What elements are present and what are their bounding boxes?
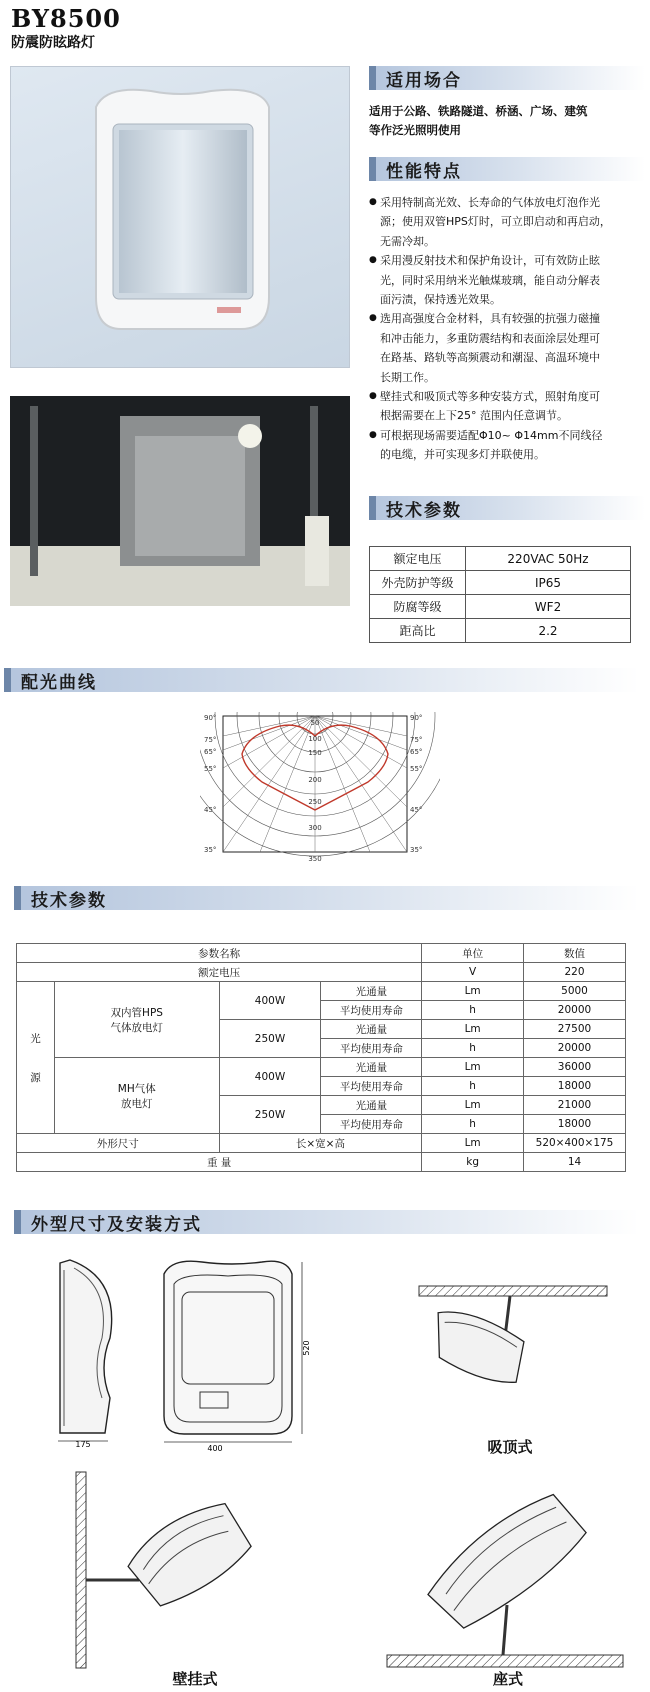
dimension-label: 外形尺寸 bbox=[17, 1134, 220, 1153]
angle-label: 55° bbox=[204, 765, 217, 773]
angle-label: 35° bbox=[204, 846, 217, 854]
radial-label: 250 bbox=[308, 798, 322, 806]
spec-value: IP65 bbox=[466, 571, 631, 595]
header-accent-bar bbox=[4, 668, 11, 692]
product-photo bbox=[10, 66, 350, 368]
light-source-label bbox=[17, 982, 55, 1134]
section-header-photometric bbox=[4, 668, 639, 692]
spec-value: 2.2 bbox=[466, 619, 631, 643]
spec-label: 防腐等级 bbox=[370, 595, 466, 619]
cell-value: 18000 bbox=[524, 1077, 626, 1096]
dimension-front-width: 400 bbox=[207, 1444, 223, 1452]
feature-line: ● 采用特制高光效、长寿命的气体放电灯泡作光 bbox=[380, 196, 600, 209]
angle-label: 90° bbox=[204, 714, 217, 722]
col-header-name: 参数名称 bbox=[17, 944, 422, 963]
model-title: BY8500 bbox=[11, 4, 121, 33]
cell-unit: Lm bbox=[422, 982, 524, 1001]
photometric-diagram bbox=[200, 712, 440, 862]
cell-value: 18000 bbox=[524, 1115, 626, 1134]
feature-line: 长期工作。 bbox=[380, 370, 435, 384]
lamp-name bbox=[54, 1058, 219, 1134]
substation-image bbox=[10, 396, 350, 606]
cell-param: 平均使用寿命 bbox=[321, 1077, 422, 1096]
dimension-front-height: 520 bbox=[302, 1340, 311, 1356]
cell-param: 光通量 bbox=[321, 1096, 422, 1115]
table-row bbox=[370, 619, 631, 643]
light-source-char: 源 bbox=[30, 1071, 41, 1084]
table-row bbox=[370, 571, 631, 595]
header-accent-bar bbox=[369, 496, 376, 520]
rated-voltage-label: 额定电压 bbox=[17, 963, 422, 982]
header-accent-bar bbox=[369, 157, 376, 181]
lamp-power: 400W bbox=[219, 1058, 321, 1096]
cell-param: 光通量 bbox=[321, 1058, 422, 1077]
cell-unit: kg bbox=[422, 1153, 524, 1172]
section-title: 配光曲线 bbox=[21, 672, 97, 693]
ceiling-mount-drawing bbox=[415, 1282, 615, 1432]
cell-param: 光通量 bbox=[321, 982, 422, 1001]
cell-value: 220 bbox=[524, 963, 626, 982]
angle-label: 75° bbox=[204, 736, 217, 744]
lamp-power: 400W bbox=[219, 982, 321, 1020]
angle-label: 45° bbox=[410, 806, 423, 814]
cell-param: 光通量 bbox=[321, 1020, 422, 1039]
cell-unit: Lm bbox=[422, 1058, 524, 1077]
spec-value: 220VAC 50Hz bbox=[466, 547, 631, 571]
lamp-image bbox=[11, 67, 351, 369]
seat-mount-caption: 座式 bbox=[492, 1670, 523, 1688]
section-title: 技术参数 bbox=[31, 890, 107, 911]
cell-value: 20000 bbox=[524, 1001, 626, 1020]
table-row bbox=[17, 982, 626, 1001]
feature-line: ● 选用高强度合金材料，具有较强的抗强力磁撞 bbox=[380, 312, 600, 326]
cell-unit: h bbox=[422, 1039, 524, 1058]
cell-value: 21000 bbox=[524, 1096, 626, 1115]
angle-label: 55° bbox=[410, 765, 423, 773]
cell-value: 520×400×175 bbox=[524, 1134, 626, 1153]
cell-unit: Lm bbox=[422, 1096, 524, 1115]
lamp-power: 250W bbox=[219, 1096, 321, 1134]
header-accent-bar bbox=[14, 886, 21, 910]
lamp-name-line: MH气体 bbox=[117, 1082, 156, 1095]
spec-label: 额定电压 bbox=[370, 547, 466, 571]
table-row bbox=[17, 1134, 626, 1153]
radial-label: 350 bbox=[308, 855, 322, 862]
section-header-application bbox=[369, 66, 645, 90]
section-title: 适用场合 bbox=[386, 70, 462, 91]
spec-value: WF2 bbox=[466, 595, 631, 619]
weight-label: 重 量 bbox=[17, 1153, 422, 1172]
lamp-name bbox=[54, 982, 219, 1058]
features-list bbox=[369, 193, 649, 465]
angle-label: 65° bbox=[204, 748, 217, 756]
section-header-tech-full bbox=[14, 886, 639, 910]
cell-param: 平均使用寿命 bbox=[321, 1001, 422, 1020]
feature-line: ● 采用漫反射技术和保护角设计，可有效防止眩 bbox=[380, 254, 600, 268]
cell-unit: Lm bbox=[422, 1020, 524, 1039]
front-view-drawing bbox=[152, 1256, 312, 1452]
spec-label: 外壳防护等级 bbox=[370, 571, 466, 595]
wall-mount-caption: 壁挂式 bbox=[172, 1670, 218, 1688]
installation-photo bbox=[10, 396, 350, 606]
feature-line: ● 壁挂式和吸顶式等多种安装方式，照射角度可 bbox=[380, 390, 600, 404]
col-header-value: 数值 bbox=[524, 944, 626, 963]
feature-line: 源；使用双管HPS灯时，可立即启动和再启动， bbox=[380, 215, 611, 229]
ceiling-mount-caption: 吸顶式 bbox=[487, 1438, 533, 1456]
table-row bbox=[17, 1153, 626, 1172]
angle-label: 35° bbox=[410, 846, 423, 854]
table-row bbox=[370, 595, 631, 619]
cell-unit: h bbox=[422, 1001, 524, 1020]
col-header-unit: 单位 bbox=[422, 944, 524, 963]
wall-mount-drawing bbox=[74, 1470, 274, 1670]
section-title: 性能特点 bbox=[386, 161, 462, 182]
tech-spec-table bbox=[369, 546, 631, 643]
dimension-side: 175 bbox=[75, 1440, 91, 1448]
section-header-tech-small bbox=[369, 496, 645, 520]
cell-param: 平均使用寿命 bbox=[321, 1115, 422, 1134]
feature-line: 根据需要在上下25° 范围内任意调节。 bbox=[380, 409, 568, 423]
feature-line: 面污渍，保持透光效果。 bbox=[380, 293, 501, 307]
application-line: 等作泛光照明使用 bbox=[369, 123, 461, 137]
table-row bbox=[17, 1058, 626, 1077]
cell-value: 36000 bbox=[524, 1058, 626, 1077]
application-line: 适用于公路、铁路隧道、桥涵、广场、建筑 bbox=[369, 104, 588, 118]
feature-line: 和冲击能力，多重防震结构和表面涂层处理可 bbox=[380, 331, 600, 345]
header-accent-bar bbox=[369, 66, 376, 90]
seat-mount-drawing bbox=[385, 1475, 625, 1675]
angle-label: 65° bbox=[410, 748, 423, 756]
header-accent-bar bbox=[14, 1210, 21, 1234]
angle-label: 75° bbox=[410, 736, 423, 744]
section-title: 外型尺寸及安装方式 bbox=[31, 1214, 202, 1235]
angle-label: 90° bbox=[410, 714, 423, 722]
dimension-desc: 长×宽×高 bbox=[219, 1134, 422, 1153]
product-subtitle: 防震防眩路灯 bbox=[11, 35, 95, 51]
side-view-drawing bbox=[50, 1258, 130, 1448]
feature-line: ● 可根据现场需要适配Φ10~ Φ14mm不同线径 bbox=[380, 428, 603, 442]
cell-value: 27500 bbox=[524, 1020, 626, 1039]
radial-label: 150 bbox=[308, 749, 322, 757]
feature-line: 的电缆，并可实现多灯并联使用。 bbox=[380, 448, 545, 462]
cell-value: 20000 bbox=[524, 1039, 626, 1058]
application-text bbox=[369, 102, 649, 140]
feature-item bbox=[369, 309, 649, 387]
cell-param: 平均使用寿命 bbox=[321, 1039, 422, 1058]
feature-item bbox=[369, 387, 649, 426]
feature-line: 光，同时采用纳米光触煤玻璃，能自动分解表 bbox=[380, 273, 600, 287]
cell-value: 5000 bbox=[524, 982, 626, 1001]
radial-label: 50 bbox=[310, 719, 320, 727]
cell-unit: Lm bbox=[422, 1134, 524, 1153]
table-row bbox=[370, 547, 631, 571]
angle-label: 45° bbox=[204, 806, 217, 814]
radial-label: 300 bbox=[308, 824, 322, 832]
feature-line: 无需冷却。 bbox=[380, 234, 435, 248]
lamp-name-line: 放电灯 bbox=[121, 1097, 153, 1110]
feature-item bbox=[369, 251, 649, 309]
light-source-char: 光 bbox=[30, 1032, 41, 1045]
feature-item bbox=[369, 426, 649, 465]
table-row bbox=[17, 963, 626, 982]
radial-label: 100 bbox=[308, 735, 322, 743]
lamp-name-line: 双内管HPS bbox=[110, 1006, 163, 1019]
section-title: 技术参数 bbox=[386, 500, 462, 521]
feature-line: 在路基、路轨等高频震动和潮湿、高温环境中 bbox=[380, 351, 600, 365]
cell-unit: h bbox=[422, 1077, 524, 1096]
cell-value: 14 bbox=[524, 1153, 626, 1172]
table-row bbox=[17, 944, 626, 963]
cell-unit: h bbox=[422, 1115, 524, 1134]
section-header-install bbox=[14, 1210, 639, 1234]
cell-unit: V bbox=[422, 963, 524, 982]
spec-label: 距高比 bbox=[370, 619, 466, 643]
full-spec-table bbox=[16, 943, 626, 1172]
lamp-name-line: 气体放电灯 bbox=[110, 1021, 164, 1034]
feature-item bbox=[369, 193, 649, 251]
section-header-features bbox=[369, 157, 645, 181]
lamp-power: 250W bbox=[219, 1020, 321, 1058]
radial-label: 200 bbox=[308, 776, 322, 784]
polar-grid bbox=[200, 712, 440, 856]
